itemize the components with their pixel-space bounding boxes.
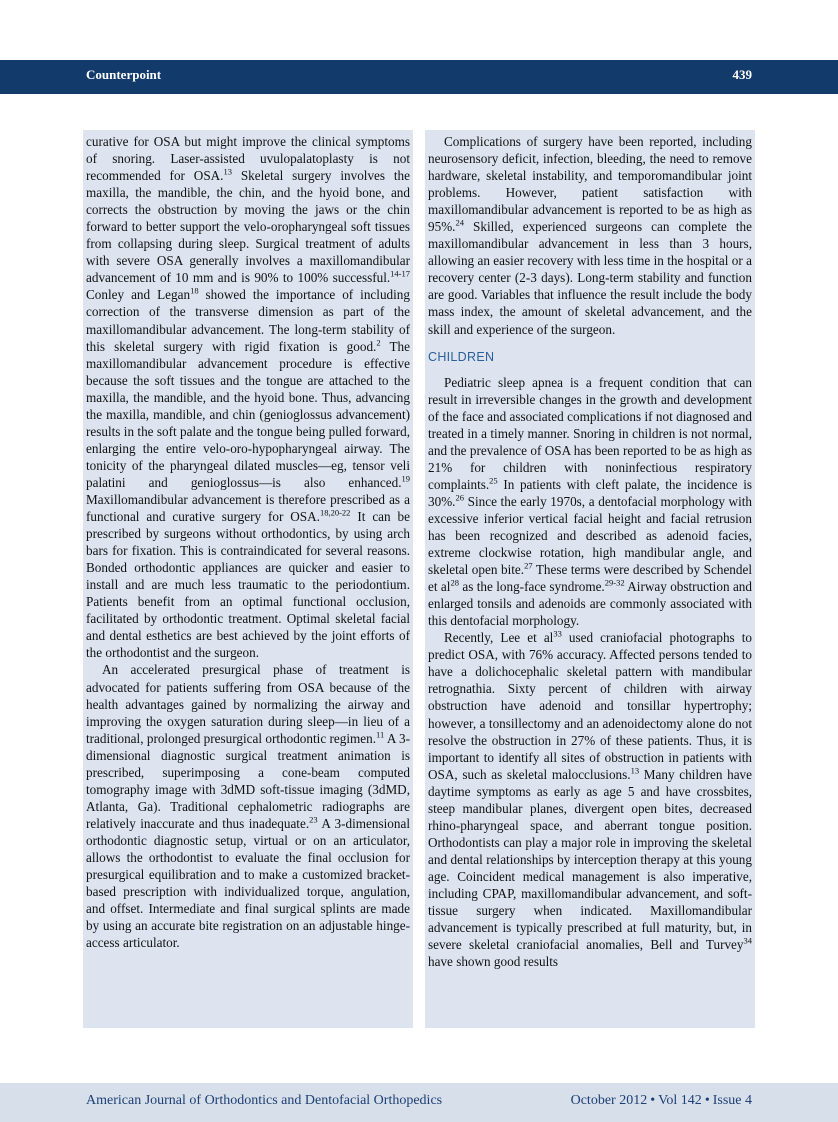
- page-number: 439: [732, 67, 752, 82]
- citation: 19: [401, 473, 410, 484]
- citation: 29-32: [604, 577, 625, 588]
- paragraph: curative for OSA but might improve the clinical symptoms of snoring. Laser-assisted uvulopalatoplasty is not recommended for OSA.$^{13}$ Skeletal surgery involves the maxilla, the mandible, the chin, and the hyoid bone, and corrects the obstruction by moving the jaws or the chin forward to better support the velo-oropharyngeal soft tissues from collapsing during sleep. Surgical treatment of adults with severe OSA generally involves a maxillomandibular advancement of 10 mm and is 90% to 100% successful.$^{14-17}$ Conley and Legan$^{18}$ showed the importance of including correction of the transverse dimension as part of the maxillomandibular advancement. The long-term stability of this skeletal surgery with rigid fixation is good.$^2$ The maxillomandibular advancement procedure is effective because the soft tissues and the tongue are attached to the maxilla, the mandible, and the hyoid bone. Thus, advancing the maxilla, mandible, and chin (genioglossus advancement) results in the soft palate and the tongue being pulled forward, enlarging the entire velo-oro-hypopharyngeal airway. The tonicity of the pharyngeal dilated muscles—eg, tensor veli palatini and genioglossus—is also enhanced.$^{19}$ Maxillomandibular advancement is therefore prescribed as a functional and curative surgery for OSA.$^{18,20-22}$ It can be prescribed by surgeons without orthodontics, by using arch bars for fixation. This is contraindicated for several reasons. Bonded orthodontic appliances are quicker and easier to install and are much less traumatic to the periodontium. Patients benefit from an optimal functional occlusion, facilitated by orthodontic treatment. Optimal skeletal facial and dental esthetics are best achieved by the joint efforts of the orthodontist and the surgeon.: [86, 134, 410, 661]
- running-header: [0, 60, 838, 94]
- citation: 34: [743, 935, 752, 946]
- citation: 2: [376, 337, 381, 348]
- running-footer: [0, 1083, 838, 1122]
- citation: 13: [630, 765, 640, 776]
- paragraph: An accelerated presurgical phase of treatment is advocated for patients suffering from OSA because of the health advantages gained by normalizing the airway and improving the oxygen saturation during sleep—in lieu of a traditional, prolonged presurgical orthodontic regimen.$^{11}$ A 3-dimensional diagnostic surgical treatment animation is prescribed, superimposing a cone-beam computed tomography image with 3dMD soft-tissue imaging (3dMD, Atlanta, Ga). Traditional cephalometric radiographs are relatively inaccurate and thus inadequate.$^{23}$ A 3-dimensional orthodontic diagnostic setup, virtual or on an articulator, allows the orthodontist to evaluate the final occlusion for presurgical equilibration and to make a customized bracket-based prescription with individualized torque, angulation, and offset. Intermediate and final surgical splints are made by using an accurate bite registration on an adjustable hinge-access articulator.: [86, 662, 410, 951]
- paragraph: Recently, Lee et $al^{33}$ used craniofacial photographs to predict OSA, with 76% accuracy. Affected persons tended to have a dolichocephalic skeletal pattern with mandibular retrognathia. Sixty percent of children with airway obstruction have adenoid and tonsillar hypertrophy; however, a tonsillectomy and an adenoidectomy alone do not resolve the obstruction in 27% of these patients. Thus, it is important to identify all sites of obstruction in patients with OSA, such as skeletal malocclusions.$^{13}$ Many children have daytime symptoms as early as age 5 and have crossbites, steep mandibular planes, divergent open bites, decreased rhino-pharyngeal space, and aberrant tongue position. Orthodontists can play a major role in improving the skeletal and dental relationships by interception therapy at this young age. Coincident medical management is also imperative, including CPAP, maxillomandibular advancement, and soft-tissue surgery when indicated. Maxillomandibular advancement is typically prescribed at full maturity, but, in severe skeletal craniofacial anomalies, Bell and Turvey$^{34}$ have shown good results: [428, 628, 753, 970]
- separator-dot: •: [650, 1093, 656, 1108]
- citation: 26: [455, 492, 464, 503]
- citation: 25: [489, 475, 498, 486]
- citation: 27: [524, 560, 533, 571]
- separator-dot: •: [704, 1093, 710, 1108]
- right-column: [425, 130, 755, 1028]
- section-heading: CHILDREN: [428, 349, 495, 364]
- citation: 28: [450, 577, 459, 588]
- issue-number: Issue 4: [712, 1093, 752, 1108]
- citation: 11: [376, 729, 385, 740]
- journal-name: American Journal of Orthodontics and Dentofacial Orthopedics: [86, 1093, 443, 1108]
- left-column: [83, 130, 413, 1028]
- paragraph: Pediatric sleep apnea is a frequent condition that can result in irreversible changes in the growth and development of the face and associated complications if not diagnosed and treated in a timely manner. Snoring in children is not normal, and the prevalence of OSA has been reported to be as high as 21% for children with noninfectious respiratory complaints.$^{25}$ In patients with cleft palate, the incidence is 30%.$^{26}$ Since the early 1970s, a dentofacial morphology with excessive inferior vertical facial height and facial retrusion has been recognized and described as adenoid facies, extreme clockwise rotation, high mandibular angle, and skeletal open bite.$^{27}$ These terms were described by Schendel et $al^{28}$ as the long-face syndrome.$^{29-32}$ Airway obstruction and enlarged tonsils and adenoids are commonly associated with this dentofacial morphology.: [428, 374, 752, 629]
- issue-date: October 2012: [570, 1093, 648, 1108]
- paragraph: Complications of surgery have been reported, including neurosensory deficit, infection, bleeding, the need to remove hardware, skeletal instability, and temporomandibular joint problems. However, patient satisfaction with maxillomandibular advancement is reported to be as high as 95%.$^{24}$ Skilled, experienced surgeons can complete the maxillomandibular advancement in less than 3 hours, allowing an easier recovery with less time in the hospital or a recovery center (2-3 days). Long-term stability and function are good. Variables that influence the result include the body mass index, the amount of skeletal advancement, and the skill and experience of the surgeon.: [428, 134, 752, 337]
- citation: 14-17: [390, 268, 410, 279]
- citation: 18,20-22: [319, 507, 351, 518]
- issue-volume: Vol 142: [658, 1093, 702, 1108]
- section-label: Counterpoint: [86, 67, 162, 82]
- issue-info: [571, 1093, 752, 1109]
- citation: 18: [190, 286, 199, 297]
- citation: 13: [223, 166, 232, 177]
- citation: 33: [553, 628, 562, 639]
- citation: 23: [309, 814, 318, 825]
- citation: 24: [455, 217, 464, 228]
